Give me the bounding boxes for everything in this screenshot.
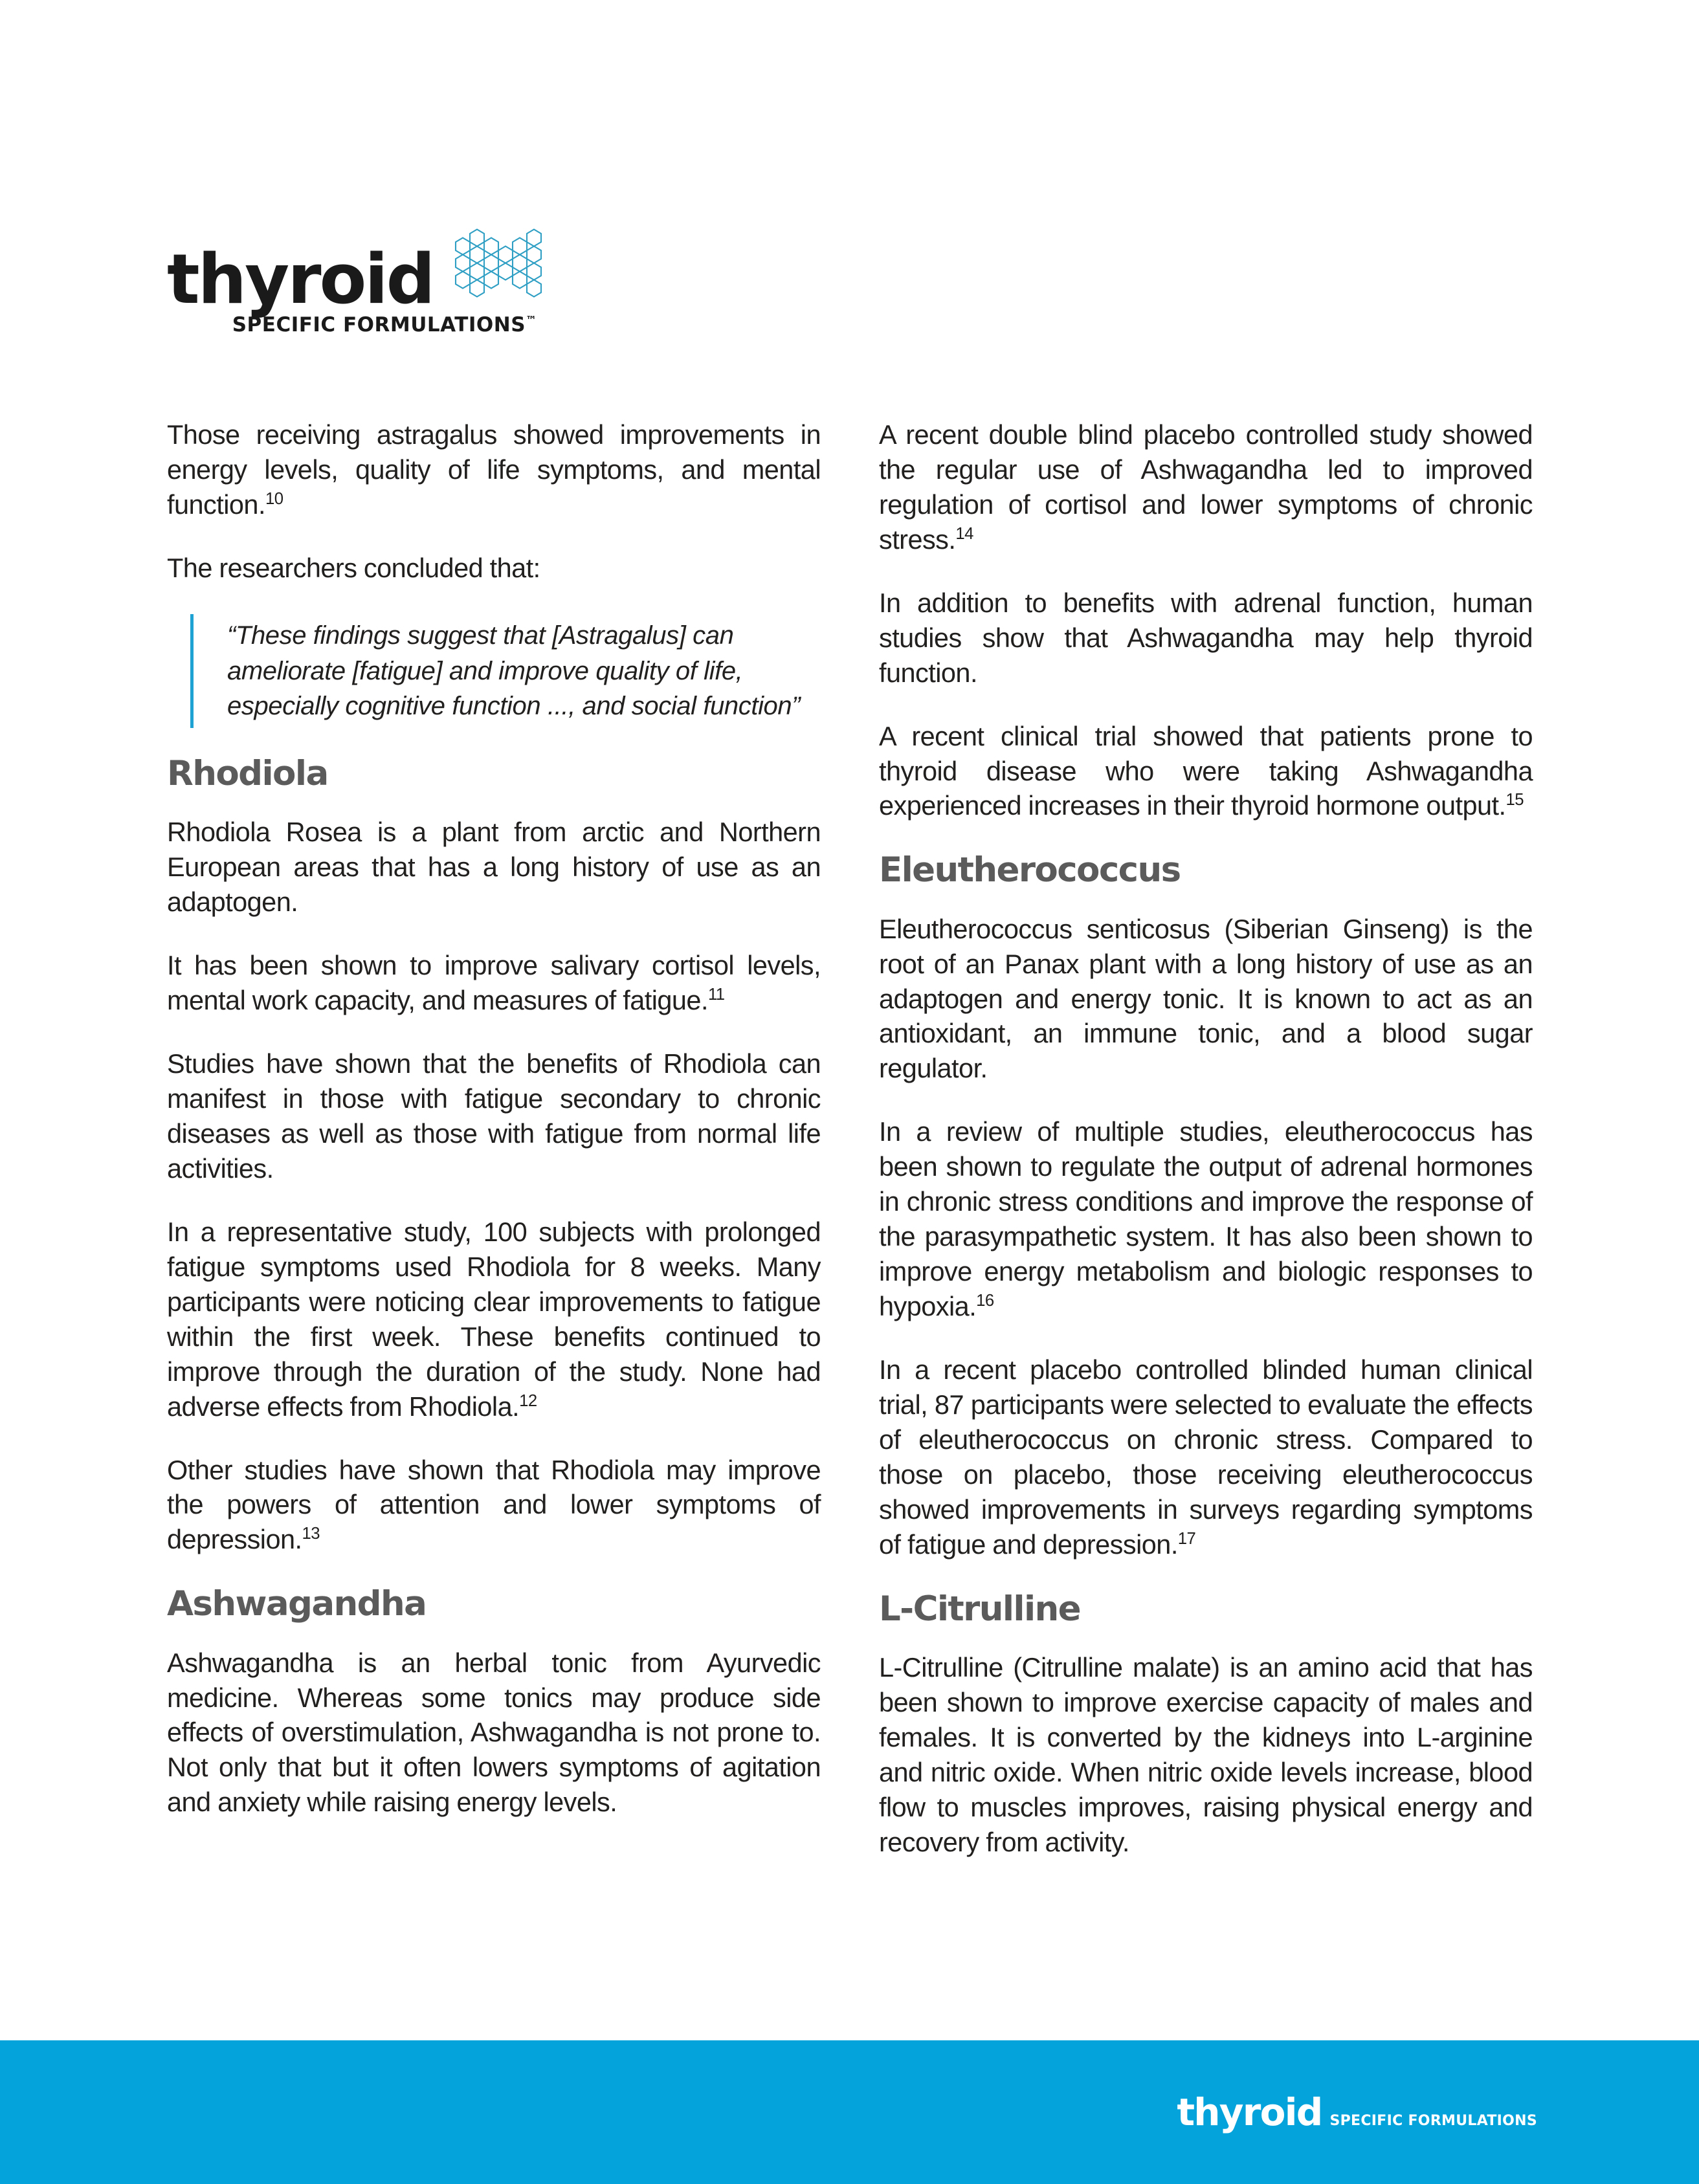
paragraph-text: In a recent placebo controlled blinded human clinical trial, 87 participants were selected to evaluate the effects of eleutherococcus on chronic stress. Compared to those on placebo, those receiving eleutherococcus showed improvements in surveys regarding symptoms of fatigue and depression. [879,1354,1533,1560]
paragraph: Rhodiola Rosea is a plant from arctic and Northern European areas that has a long history of use as an adaptogen. [167,817,821,918]
section-heading-eleutherococcus: Eleutherococcus [879,850,1181,890]
paragraph [879,1114,1533,1324]
paragraph [167,417,821,522]
paragraph-text: It has been shown to improve salivary cortisol levels, mental work capacity, and measures of fatigue. [167,950,821,1016]
paragraph [879,417,1533,557]
paragraph-text: In a representative study, 100 subjects with prolonged fatigue symptoms used Rhodiola for 8 weeks. Many participants were noticing clear improvements to fatigue within the first week. These benefits continued to improve through the duration of the study. None had adverse effects from Rhodiola. [167,1216,821,1422]
footnote-ref: 11 [707,986,725,1004]
paragraph [167,1453,821,1558]
paragraph-text: A recent clinical trial showed that patients prone to thyroid disease who were taking Ashwagandha experienced increases in their thyroid hormone output. [879,720,1533,821]
header-logo [167,228,546,336]
footnote-ref: 17 [1177,1529,1196,1548]
footer-wordmark: thyroid [1177,2090,1322,2134]
section-heading-lcitrulline: L-Citrulline [879,1589,1081,1629]
footer-bar [0,2040,1699,2184]
logo-subtitle-text: SPECIFIC FORMULATIONS [232,313,526,336]
paragraph: Eleutherococcus senticosus (Siberian Ginseng) is the root of an Panax plant with a long history of use as an adaptogen and energy tonic. It is known to act as an antioxidant, an immune tonic, and a blood sugar regulator. [879,913,1533,1084]
footnote-ref: 13 [302,1525,320,1543]
paragraph: The researchers concluded that: [167,552,540,583]
paragraph-text: In a review of multiple studies, eleutherococcus has been shown to regulate the output of adrenal hormones in chronic stress conditions and improve the response of the parasympathetic system. It has also been shown to improve energy metabolism and biologic responses to hypoxia. [879,1116,1533,1322]
footnote-ref: 10 [265,490,283,509]
paragraph [879,719,1533,824]
paragraph [879,1352,1533,1562]
paragraph-text: A recent double blind placebo controlled study showed the regular use of Ashwagandha led to improved regulation of cortisol and lower symptoms of chronic stress. [879,419,1533,555]
article-columns [167,417,1533,1860]
paragraph [167,1215,821,1424]
left-column [167,417,821,1860]
footer-subtitle: SPECIFIC FORMULATIONS [1329,2113,1537,2129]
logo-row [167,228,546,319]
paragraph-text: Other studies have shown that Rhodiola may improve the powers of attention and lower symptoms of depression. [167,1454,821,1555]
footer-logo [1177,2090,1537,2134]
paragraph: Ashwagandha is an herbal tonic from Ayurvedic medicine. Whereas some tonics may produce side effects of overstimulation, Ashwagandha is not prone to. Not only that but it often lowers symptoms of agitation and anxiety while raising energy levels. [167,1647,821,1818]
footnote-ref: 14 [955,524,973,543]
section-heading-rhodiola: Rhodiola [167,754,328,794]
paragraph [167,948,821,1018]
logo-wordmark: thyroid [167,239,434,319]
paragraph: Studies have shown that the benefits of Rhodiola can manifest in those with fatigue secondary to chronic diseases as well as those with fatigue from normal life activities. [167,1048,821,1184]
right-column [879,417,1533,1860]
pull-quote-text: “These findings suggest that [Astragalus] can ameliorate [fatigue] and improve quality of life, especially cognitive function ..., and social function” [227,621,801,721]
honeycomb-h-icon [443,228,546,305]
section-heading-ashwagandha: Ashwagandha [167,1584,427,1624]
paragraph: In addition to benefits with adrenal function, human studies show that Ashwagandha may help thyroid function. [879,587,1533,688]
footnote-ref: 12 [519,1391,537,1410]
paragraph: L-Citrulline (Citrulline malate) is an amino acid that has been shown to improve exercise capacity of males and females. It is converted by the kidneys into L-arginine and nitric oxide. When nitric oxide levels increase, blood flow to muscles improves, raising physical energy and recovery from activity. [879,1651,1533,1857]
footnote-ref: 16 [976,1292,994,1310]
pull-quote [190,614,821,728]
logo-subtitle [232,313,537,336]
paragraph-text: Those receiving astragalus showed improvements in energy levels, quality of life symptoms, and mental function. [167,419,821,520]
footnote-ref: 15 [1505,791,1524,810]
trademark-symbol: ™ [526,314,537,327]
